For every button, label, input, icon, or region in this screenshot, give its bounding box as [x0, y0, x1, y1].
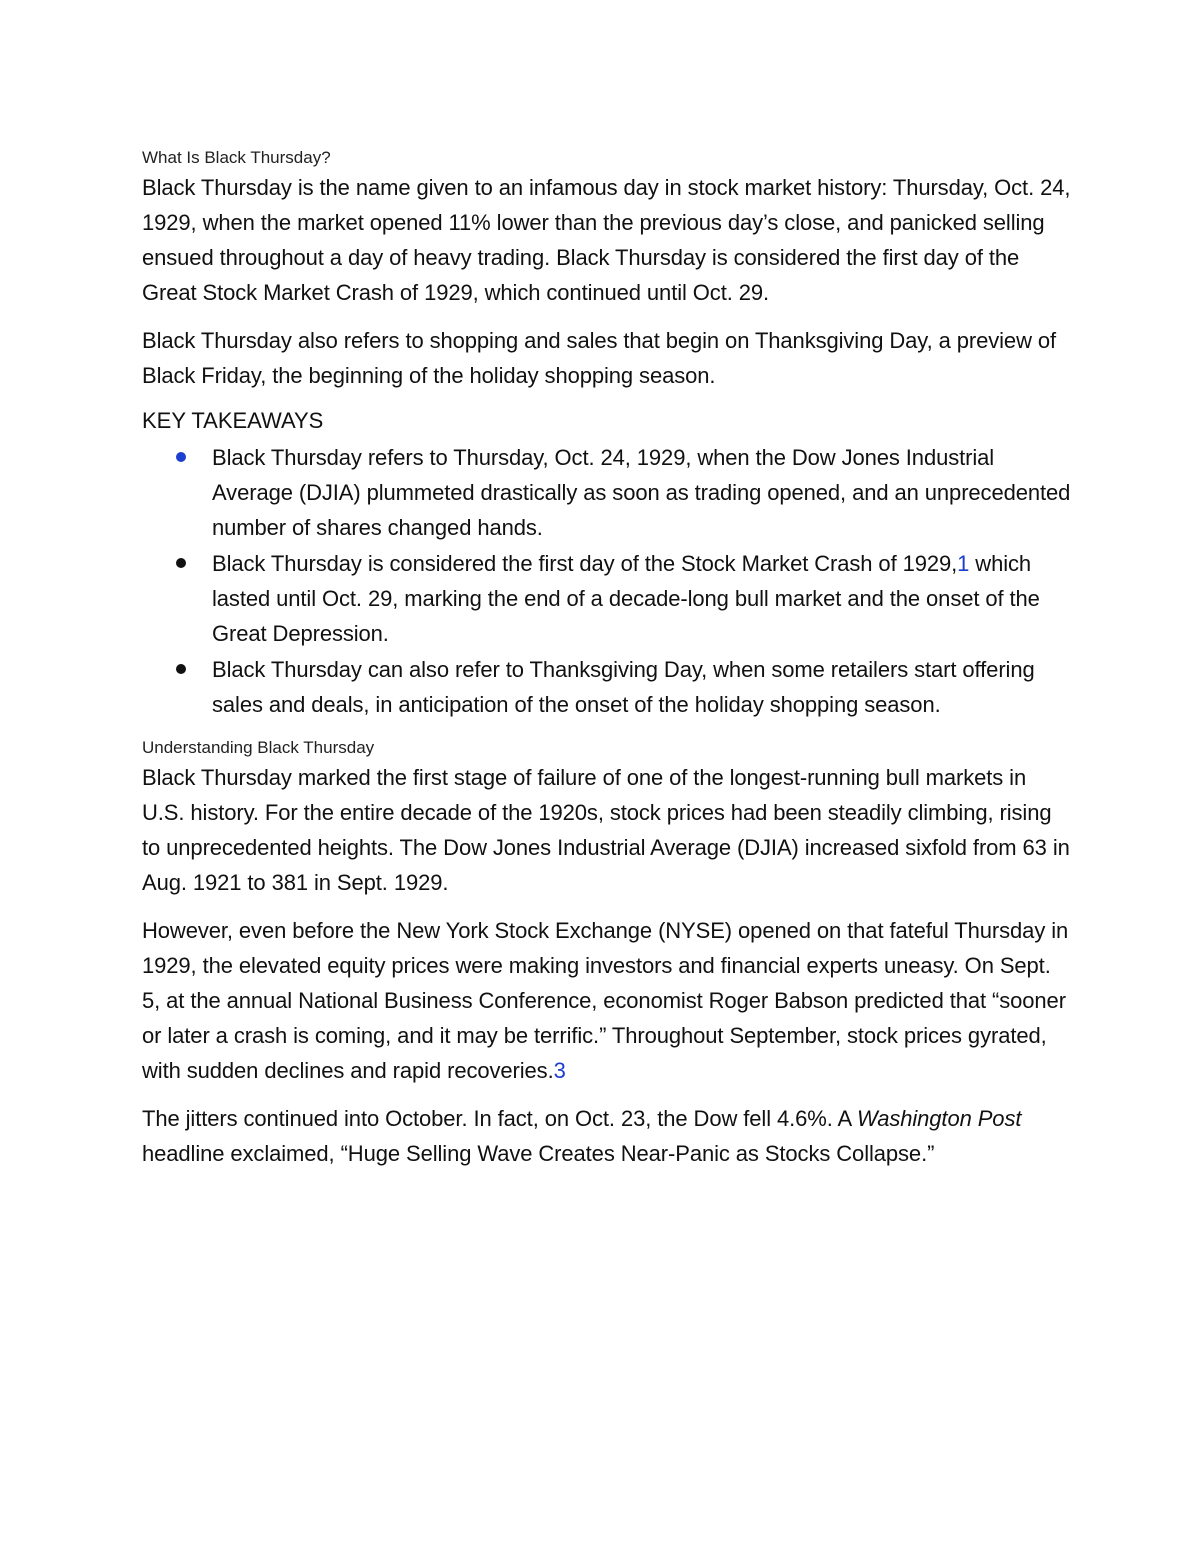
footnote-link-3[interactable]: 3: [553, 1058, 566, 1083]
babson-paragraph-text: However, even before the New York Stock Exchange (NYSE) opened on that fateful Thursday in 1929, the elevated equity prices were making investors and financial experts uneasy. On Sept. 5, at the annual National Business Conference, economist Roger Babson predicted that “sooner or later a crash is coming, and it may be terrific.” Throughout September, stock prices gyrated, with sudden declines and rapid recoveries.: [142, 918, 1069, 1083]
document-page: [142, 146, 1072, 1184]
section-heading-what-is: What Is Black Thursday?: [142, 148, 331, 167]
footnote-link-1[interactable]: 1: [957, 551, 970, 576]
jitters-paragraph: [142, 1101, 1072, 1171]
list-item: [142, 652, 1072, 722]
bullet-icon: [176, 558, 186, 568]
bullet-icon: [176, 452, 186, 462]
list-item: [142, 440, 1072, 545]
intro-paragraph: Black Thursday is the name given to an infamous day in stock market history: Thursday, Oct. 24, 1929, when the market opened 11% lower than the previous day’s close, and panicked selling ensued throughout a day of heavy trading. Black Thursday is considered the first day of the Great Stock Market Crash of 1929, which continued until Oct. 29.: [142, 175, 1071, 305]
thanksgiving-paragraph: Black Thursday also refers to shopping and sales that begin on Thanksgiving Day, a preview of Black Friday, the beginning of the holiday shopping season.: [142, 328, 1057, 388]
key-takeaways-list: [142, 440, 1072, 722]
key-takeaways-title: KEY TAKEAWAYS: [142, 408, 324, 433]
jitters-text-start: The jitters continued into October. In fact, on Oct. 23, the Dow fell 4.6%. A: [142, 1106, 857, 1131]
takeaway-text-2-start: Black Thursday is considered the first day of the Stock Market Crash of 1929,: [212, 551, 958, 576]
section-heading-understanding: Understanding Black Thursday: [142, 738, 375, 757]
bull-market-paragraph: Black Thursday marked the first stage of failure of one of the longest-running bull markets in U.S. history. For the entire decade of the 1920s, stock prices had been steadily climbing, rising to unprecedented heights. The Dow Jones Industrial Average (DJIA) increased sixfold from 63 in Aug. 1921 to 381 in Sept. 1929.: [142, 765, 1070, 895]
babson-paragraph: [142, 913, 1072, 1088]
takeaway-text-2-end: which lasted until Oct. 29, marking the end of a decade-long bull market and the onset of the Great Depression.: [212, 551, 1040, 646]
list-item: [142, 546, 1072, 651]
washington-post-title: Washington Post: [856, 1106, 1022, 1131]
bullet-icon: [176, 664, 186, 674]
takeaway-text-3: Black Thursday can also refer to Thanksgiving Day, when some retailers start offering sales and deals, in anticipation of the onset of the holiday shopping season.: [212, 657, 1035, 717]
takeaway-text-1: Black Thursday refers to Thursday, Oct. 24, 1929, when the Dow Jones Industrial Average (DJIA) plummeted drastically as soon as trading opened, and an unprecedented number of shares changed hands.: [212, 445, 1071, 540]
jitters-text-end: headline exclaimed, “Huge Selling Wave Creates Near-Panic as Stocks Collapse.”: [142, 1141, 935, 1166]
